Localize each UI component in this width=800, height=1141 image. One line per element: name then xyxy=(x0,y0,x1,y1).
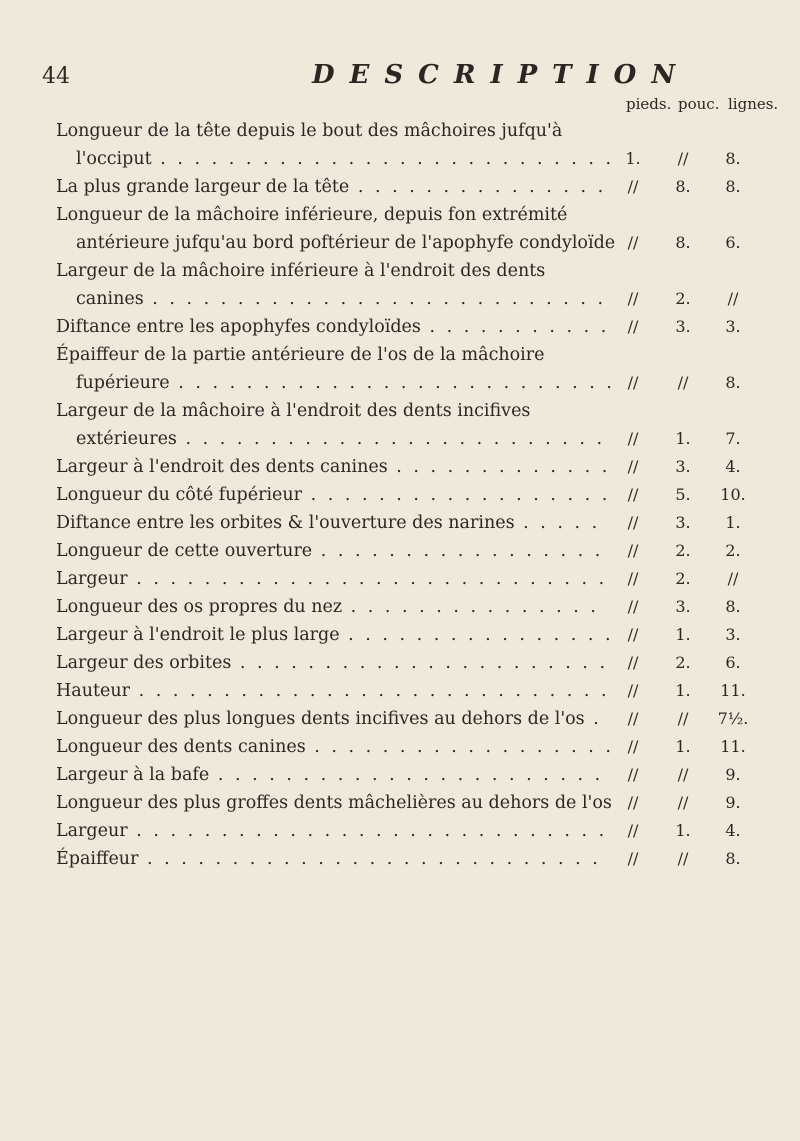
table-row xyxy=(56,481,776,509)
measurement-label: Longueur du côté fupérieur . . . . . . . . . . . . . . . . . . xyxy=(56,485,611,505)
measurement-label: Diftance entre les apophyfes condyloïdes . . . . . . . . . . . xyxy=(56,317,610,337)
value-pouces: 8. xyxy=(675,177,691,196)
measurement-label: Longueur des plus groffes dents mâchelières au dehors de l'os xyxy=(56,793,612,813)
dot-leader: . . . . . . . . . . . . . . . xyxy=(349,177,607,197)
column-header-pouces: pouc. xyxy=(678,95,720,113)
dot-leader: . . . . . . . . . . . . . . . . xyxy=(339,625,614,645)
measurement-values xyxy=(601,229,776,257)
measurement-values xyxy=(601,313,776,341)
value-lignes: 7½. xyxy=(717,709,749,728)
table-row xyxy=(56,453,776,481)
measurement-values xyxy=(601,621,776,649)
value-lignes: 11. xyxy=(720,737,746,756)
column-header-lignes: lignes. xyxy=(728,95,779,113)
value-pouces: 5. xyxy=(675,485,691,504)
measurement-label: Largeur à l'endroit des dents canines . . . . . . . . . . . . . xyxy=(56,457,611,477)
dot-leader: . . . . . . . . . . . . . . . . . . . . . . . . . xyxy=(176,429,606,449)
value-pouces: // xyxy=(677,149,689,168)
dot-leader: . . . . . . . . . . . . . . . . . . . . . . . . . . xyxy=(169,373,615,393)
measurement-values xyxy=(601,145,776,173)
value-lignes: 11. xyxy=(720,681,746,700)
measurement-values xyxy=(601,677,776,705)
measurement-label: Largeur de la mâchoire à l'endroit des dents incifives extérieures . . . . . . . . . . . . . . . . . . . . . . . . . xyxy=(56,401,606,449)
value-pouces: 1. xyxy=(675,625,691,644)
measurement-values xyxy=(601,369,776,397)
value-lignes: 7. xyxy=(725,429,741,448)
value-pieds: // xyxy=(627,317,639,336)
value-pouces: // xyxy=(677,373,689,392)
table-row xyxy=(56,621,776,649)
value-pieds: // xyxy=(627,177,639,196)
value-pieds: // xyxy=(627,485,639,504)
value-pieds: // xyxy=(627,737,639,756)
value-pouces: 3. xyxy=(675,317,691,336)
dot-leader: . . . . . . . . . . . . . . . . . . . . . . . . . . . . xyxy=(127,821,608,841)
value-lignes: 10. xyxy=(720,485,746,504)
measurement-label: Longueur de la tête depuis le bout des mâchoires jufqu'à l'occiput . . . . . . . . . . . . . . . . . . . . . . . . . . . xyxy=(56,121,615,169)
dot-leader: . . . . . . . . . . . . . . . . . . . . . . . xyxy=(209,765,604,785)
measurement-label: Longueur de la mâchoire inférieure, depuis fon extrémité antérieure jufqu'au bord poftérieur de l'apophyfe condyloïde xyxy=(56,205,616,253)
value-lignes: 2. xyxy=(725,541,741,560)
value-pouces: // xyxy=(677,765,689,784)
value-lignes: 3. xyxy=(725,625,741,644)
value-pouces: 1. xyxy=(675,821,691,840)
value-lignes: 4. xyxy=(725,821,741,840)
value-lignes: 8. xyxy=(725,597,741,616)
value-pieds: // xyxy=(627,233,639,252)
value-pieds: // xyxy=(627,289,639,308)
value-pouces: 3. xyxy=(675,457,691,476)
table-row xyxy=(56,537,776,565)
measurement-label: La plus grande largeur de la tête . . . . . . . . . . . . . . . xyxy=(56,177,607,197)
table-row xyxy=(56,313,776,341)
measurement-label: Épaiffeur . . . . . . . . . . . . . . . . . . . . . . . . . . . xyxy=(56,849,601,869)
value-lignes: 3. xyxy=(725,317,741,336)
measurement-label: Hauteur . . . . . . . . . . . . . . . . . . . . . . . . . . . . xyxy=(56,681,610,701)
table-row xyxy=(56,341,776,397)
value-lignes: 4. xyxy=(725,457,741,476)
table-row xyxy=(56,817,776,845)
value-lignes: 6. xyxy=(725,233,741,252)
value-pieds: // xyxy=(627,709,639,728)
value-lignes: // xyxy=(727,289,739,308)
measurement-label: Largeur de la mâchoire inférieure à l'endroit des dents canines . . . . . . . . . . . . . . . . . . . . . . . . . . . xyxy=(56,261,607,309)
dot-leader: . . . . . xyxy=(514,513,601,533)
dot-leader: . . . . . . . . . . . . . . . . . . . . . . . . . . . . xyxy=(127,569,608,589)
measurement-label: Longueur des dents canines . . . . . . . . . . . . . . . . . . xyxy=(56,737,614,757)
value-pieds: // xyxy=(627,513,639,532)
measurement-label: Épaiffeur de la partie antérieure de l'os de la mâchoire fupérieure . . . . . . . . . . . . . . . . . . . . . . . . . . xyxy=(56,345,615,393)
dot-leader: . . . . . . . . . . . . . . . . . . . . . . . . . . . xyxy=(138,849,601,869)
value-lignes: 9. xyxy=(725,765,741,784)
value-pouces: 2. xyxy=(675,541,691,560)
value-pieds: // xyxy=(627,597,639,616)
value-pouces: 3. xyxy=(675,513,691,532)
value-pieds: // xyxy=(627,653,639,672)
measurement-values xyxy=(601,593,776,621)
measurement-label: Longueur des os propres du nez . . . . . . . . . . . . . . . xyxy=(56,597,599,617)
value-lignes: 9. xyxy=(725,793,741,812)
value-lignes: 8. xyxy=(725,373,741,392)
dot-leader: . . . . . . . . . . . . . xyxy=(387,457,611,477)
column-headers xyxy=(0,95,800,119)
table-row xyxy=(56,593,776,621)
measurement-values xyxy=(601,481,776,509)
value-pieds: // xyxy=(627,821,639,840)
measurement-values xyxy=(601,789,776,817)
value-pouces: 2. xyxy=(675,569,691,588)
table-row xyxy=(56,677,776,705)
value-pieds: // xyxy=(627,625,639,644)
measurement-values xyxy=(601,761,776,789)
measurement-label: Longueur des plus longues dents incifives au dehors de l'os . xyxy=(56,709,602,729)
dot-leader: . . . . . . . . . . . . . . . . . . xyxy=(302,485,611,505)
value-pieds: // xyxy=(627,541,639,560)
value-lignes: 6. xyxy=(725,653,741,672)
value-pieds: // xyxy=(627,429,639,448)
measurement-label: Largeur . . . . . . . . . . . . . . . . . . . . . . . . . . . . xyxy=(56,569,608,589)
measurement-label: Largeur à la bafe . . . . . . . . . . . . . . . . . . . . . . . xyxy=(56,765,604,785)
value-pieds: // xyxy=(627,681,639,700)
table-row xyxy=(56,117,776,173)
measurement-values xyxy=(601,453,776,481)
table-row xyxy=(56,173,776,201)
measurement-values xyxy=(601,537,776,565)
table-row xyxy=(56,201,776,257)
measurement-label: Largeur des orbites . . . . . . . . . . . . . . . . . . . . . . xyxy=(56,653,609,673)
measurement-label: Largeur à l'endroit le plus large . . . . . . . . . . . . . . . . xyxy=(56,625,614,645)
table-row xyxy=(56,761,776,789)
value-lignes: 8. xyxy=(725,849,741,868)
table-row xyxy=(56,705,776,733)
value-lignes: // xyxy=(727,569,739,588)
table-row xyxy=(56,257,776,313)
value-pouces: // xyxy=(677,849,689,868)
measurement-values xyxy=(601,565,776,593)
dot-leader: . . . . . . . . . . . . . . . xyxy=(342,597,599,617)
dot-leader: . . . . . . . . . . . . . . . . . . . . . . . . . . . . xyxy=(130,681,610,701)
table-row xyxy=(56,565,776,593)
dot-leader: . xyxy=(584,709,602,729)
measurement-values xyxy=(601,173,776,201)
measurement-label: Longueur de cette ouverture . . . . . . . . . . . . . . . . . xyxy=(56,541,604,561)
measurement-values xyxy=(601,845,776,873)
value-pouces: 1. xyxy=(675,429,691,448)
measurement-values xyxy=(601,509,776,537)
measurement-values xyxy=(601,425,776,453)
value-pouces: // xyxy=(677,793,689,812)
dot-leader: . . . . . . . . . . . . . . . . . . xyxy=(305,737,614,757)
table-row xyxy=(56,649,776,677)
table-row xyxy=(56,397,776,453)
dot-leader: . . . . . . . . . . . . . . . . . . . . . . xyxy=(231,653,609,673)
value-pieds: // xyxy=(627,793,639,812)
value-pieds: // xyxy=(627,849,639,868)
value-lignes: 8. xyxy=(725,149,741,168)
measurement-values xyxy=(601,705,776,733)
value-pouces: 3. xyxy=(675,597,691,616)
dot-leader: . . . . . . . . . . . . . . . . . . . . . . . . . . . xyxy=(143,289,607,309)
table-row xyxy=(56,509,776,537)
value-pouces: 2. xyxy=(675,289,691,308)
measurement-label: Diftance entre les orbites & l'ouverture des narines . . . . . xyxy=(56,513,601,533)
table-row xyxy=(56,845,776,873)
dot-leader: . . . . . . . . . . . . . . . . . xyxy=(312,541,604,561)
value-pouces: // xyxy=(677,709,689,728)
value-pieds: 1. xyxy=(625,149,641,168)
running-head: DESCRIPTION xyxy=(312,60,691,90)
measurement-values xyxy=(601,817,776,845)
value-lignes: 1. xyxy=(725,513,741,532)
value-pouces: 1. xyxy=(675,737,691,756)
measurement-label: Largeur . . . . . . . . . . . . . . . . . . . . . . . . . . . . xyxy=(56,821,608,841)
table-row xyxy=(56,733,776,761)
table-row xyxy=(56,789,776,817)
value-pouces: 8. xyxy=(675,233,691,252)
column-header-pieds: pieds. xyxy=(626,95,672,113)
value-lignes: 8. xyxy=(725,177,741,196)
value-pieds: // xyxy=(627,569,639,588)
value-pieds: // xyxy=(627,765,639,784)
measurement-values xyxy=(601,649,776,677)
page-number: 44 xyxy=(42,64,70,89)
measurement-values xyxy=(601,285,776,313)
value-pieds: // xyxy=(627,373,639,392)
value-pieds: // xyxy=(627,457,639,476)
value-pouces: 1. xyxy=(675,681,691,700)
measurement-values xyxy=(601,733,776,761)
dot-leader: . . . . . . . . . . . . . . . . . . . . . . . . . . . xyxy=(151,149,615,169)
value-pouces: 2. xyxy=(675,653,691,672)
dot-leader: . . . . . . . . . . . xyxy=(420,317,610,337)
measurement-table xyxy=(56,117,776,873)
